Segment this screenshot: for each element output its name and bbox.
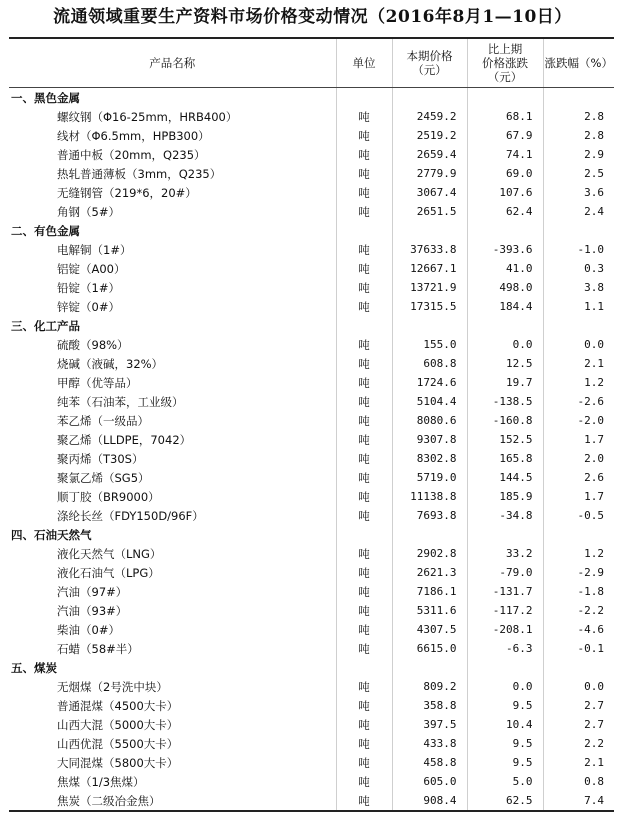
category-row — [9, 221, 614, 240]
table-row — [9, 753, 614, 772]
table-row — [9, 468, 614, 487]
product-name: 柴油（0#） — [57, 622, 120, 637]
current-price: 458.8 — [392, 753, 467, 772]
product-name: 普通混煤（4500大卡） — [57, 698, 179, 713]
unit: 吨 — [336, 487, 392, 506]
change-percent: 2.7 — [543, 715, 614, 734]
current-price: 1724.6 — [392, 373, 467, 392]
price-change: -117.2 — [467, 601, 543, 620]
change-percent: 2.8 — [543, 107, 614, 126]
table-row — [9, 297, 614, 316]
unit: 吨 — [336, 373, 392, 392]
price-change: 62.5 — [467, 791, 543, 811]
unit: 吨 — [336, 582, 392, 601]
table-row — [9, 373, 614, 392]
table-row — [9, 487, 614, 506]
unit: 吨 — [336, 145, 392, 164]
change-percent: -0.1 — [543, 639, 614, 658]
current-price: 5311.6 — [392, 601, 467, 620]
current-price: 9307.8 — [392, 430, 467, 449]
price-change: 184.4 — [467, 297, 543, 316]
product-name: 石蜡（58#半） — [57, 641, 139, 656]
empty-cell — [336, 221, 392, 240]
table-row — [9, 620, 614, 639]
product-name: 铅锭（1#） — [57, 280, 120, 295]
price-change: 152.5 — [467, 430, 543, 449]
change-percent: -2.0 — [543, 411, 614, 430]
unit: 吨 — [336, 772, 392, 791]
price-table — [9, 37, 614, 812]
product-name: 聚氯乙烯（SG5） — [57, 470, 150, 485]
change-percent: 2.1 — [543, 354, 614, 373]
price-change: 165.8 — [467, 449, 543, 468]
unit: 吨 — [336, 696, 392, 715]
current-price: 37633.8 — [392, 240, 467, 259]
unit: 吨 — [336, 544, 392, 563]
product-name: 苯乙烯（一级品） — [57, 413, 149, 428]
unit: 吨 — [336, 563, 392, 582]
price-change: 9.5 — [467, 696, 543, 715]
current-price: 2902.8 — [392, 544, 467, 563]
product-name: 铝锭（A00） — [57, 261, 126, 276]
current-price: 2651.5 — [392, 202, 467, 221]
page-title: 流通领域重要生产资料市场价格变动情况（2016年8月1—10日） — [53, 7, 572, 27]
empty-cell — [467, 88, 543, 108]
table-row — [9, 430, 614, 449]
change-percent: 1.7 — [543, 487, 614, 506]
current-price: 7186.1 — [392, 582, 467, 601]
unit: 吨 — [336, 449, 392, 468]
table-row — [9, 582, 614, 601]
empty-cell — [392, 88, 467, 108]
current-price: 358.8 — [392, 696, 467, 715]
category-name: 二、有色金属 — [11, 223, 80, 238]
unit: 吨 — [336, 202, 392, 221]
price-change: -393.6 — [467, 240, 543, 259]
table-row — [9, 601, 614, 620]
product-name: 聚丙烯（T30S） — [57, 451, 144, 466]
unit: 吨 — [336, 335, 392, 354]
current-price: 8080.6 — [392, 411, 467, 430]
current-price: 5104.4 — [392, 392, 467, 411]
unit: 吨 — [336, 715, 392, 734]
price-change: 41.0 — [467, 259, 543, 278]
product-name: 线材（Φ6.5mm，HPB300） — [57, 128, 210, 143]
change-percent: 0.3 — [543, 259, 614, 278]
unit: 吨 — [336, 430, 392, 449]
header-product-name: 产品名称 — [9, 38, 336, 88]
header-pct: 涨跌幅（%） — [543, 38, 614, 88]
price-change: 67.9 — [467, 126, 543, 145]
empty-cell — [392, 525, 467, 544]
change-percent: 2.8 — [543, 126, 614, 145]
price-change: 62.4 — [467, 202, 543, 221]
table-body — [9, 88, 614, 812]
current-price: 2621.3 — [392, 563, 467, 582]
product-name: 汽油（93#） — [57, 603, 128, 618]
price-change: 9.5 — [467, 753, 543, 772]
category-name: 三、化工产品 — [11, 318, 80, 333]
change-percent: -2.2 — [543, 601, 614, 620]
table-row — [9, 335, 614, 354]
unit: 吨 — [336, 601, 392, 620]
empty-cell — [467, 525, 543, 544]
current-price: 12667.1 — [392, 259, 467, 278]
current-price: 8302.8 — [392, 449, 467, 468]
change-percent: 2.4 — [543, 202, 614, 221]
unit: 吨 — [336, 753, 392, 772]
change-percent: -1.0 — [543, 240, 614, 259]
unit: 吨 — [336, 620, 392, 639]
table-row — [9, 715, 614, 734]
change-percent: 0.0 — [543, 677, 614, 696]
change-percent: 2.5 — [543, 164, 614, 183]
empty-cell — [543, 658, 614, 677]
table-row — [9, 411, 614, 430]
empty-cell — [467, 221, 543, 240]
change-percent: -2.9 — [543, 563, 614, 582]
unit: 吨 — [336, 278, 392, 297]
empty-cell — [543, 316, 614, 335]
price-change: 74.1 — [467, 145, 543, 164]
product-name: 无缝钢管（219*6，20#） — [57, 185, 197, 200]
change-percent: 2.9 — [543, 145, 614, 164]
price-change: -160.8 — [467, 411, 543, 430]
header-change: 比上期 价格涨跌 （元） — [467, 38, 543, 88]
product-name: 顺丁胶（BR9000） — [57, 489, 160, 504]
empty-cell — [336, 658, 392, 677]
product-name: 角钢（5#） — [57, 204, 120, 219]
table-row — [9, 183, 614, 202]
current-price: 13721.9 — [392, 278, 467, 297]
product-name: 电解铜（1#） — [57, 242, 132, 257]
price-change: 0.0 — [467, 677, 543, 696]
current-price: 6615.0 — [392, 639, 467, 658]
empty-cell — [336, 88, 392, 108]
product-name: 纯苯（石油苯，工业级） — [57, 394, 184, 409]
table-row — [9, 696, 614, 715]
change-percent: -0.5 — [543, 506, 614, 525]
current-price: 2459.2 — [392, 107, 467, 126]
change-percent: 1.2 — [543, 373, 614, 392]
change-percent: 1.1 — [543, 297, 614, 316]
change-percent: 2.0 — [543, 449, 614, 468]
category-row — [9, 88, 614, 108]
current-price: 7693.8 — [392, 506, 467, 525]
empty-cell — [467, 316, 543, 335]
product-name: 热轧普通薄板（3mm，Q235） — [57, 166, 222, 181]
table-row — [9, 544, 614, 563]
price-change: -208.1 — [467, 620, 543, 639]
table-header — [9, 38, 614, 88]
unit: 吨 — [336, 240, 392, 259]
empty-cell — [336, 316, 392, 335]
table-row — [9, 677, 614, 696]
product-name: 焦煤（1/3焦煤） — [57, 774, 145, 789]
price-change: 5.0 — [467, 772, 543, 791]
price-change: -6.3 — [467, 639, 543, 658]
change-percent: 2.7 — [543, 696, 614, 715]
empty-cell — [392, 658, 467, 677]
current-price: 155.0 — [392, 335, 467, 354]
change-percent: -1.8 — [543, 582, 614, 601]
price-change: 69.0 — [467, 164, 543, 183]
change-percent: 2.1 — [543, 753, 614, 772]
unit: 吨 — [336, 734, 392, 753]
product-name: 汽油（97#） — [57, 584, 128, 599]
table-row — [9, 259, 614, 278]
current-price: 3067.4 — [392, 183, 467, 202]
price-change: 185.9 — [467, 487, 543, 506]
unit: 吨 — [336, 639, 392, 658]
category-name: 五、煤炭 — [11, 660, 57, 675]
empty-cell — [336, 525, 392, 544]
current-price: 608.8 — [392, 354, 467, 373]
category-name: 一、黑色金属 — [11, 90, 80, 105]
change-percent: -4.6 — [543, 620, 614, 639]
empty-cell — [392, 316, 467, 335]
change-percent: 2.2 — [543, 734, 614, 753]
category-name: 四、石油天然气 — [11, 527, 92, 542]
price-change: 144.5 — [467, 468, 543, 487]
price-change: 33.2 — [467, 544, 543, 563]
table-row — [9, 202, 614, 221]
empty-cell — [543, 88, 614, 108]
price-change: 12.5 — [467, 354, 543, 373]
table-row — [9, 145, 614, 164]
price-change: 10.4 — [467, 715, 543, 734]
price-change: 107.6 — [467, 183, 543, 202]
change-percent: 0.0 — [543, 335, 614, 354]
table-row — [9, 734, 614, 753]
price-change: -79.0 — [467, 563, 543, 582]
product-name: 螺纹钢（Φ16-25mm，HRB400） — [57, 109, 238, 124]
current-price: 2519.2 — [392, 126, 467, 145]
product-name: 液化石油气（LPG） — [57, 565, 160, 580]
table-row — [9, 164, 614, 183]
category-row — [9, 658, 614, 677]
empty-cell — [543, 221, 614, 240]
product-name: 聚乙烯（LLDPE，7042） — [57, 432, 192, 447]
unit: 吨 — [336, 506, 392, 525]
current-price: 433.8 — [392, 734, 467, 753]
product-name: 普通中板（20mm，Q235） — [57, 147, 206, 162]
table-row — [9, 126, 614, 145]
current-price: 17315.5 — [392, 297, 467, 316]
price-change: -138.5 — [467, 392, 543, 411]
table-row — [9, 791, 614, 811]
unit: 吨 — [336, 354, 392, 373]
current-price: 4307.5 — [392, 620, 467, 639]
unit: 吨 — [336, 107, 392, 126]
table-row — [9, 354, 614, 373]
change-percent: 2.6 — [543, 468, 614, 487]
unit: 吨 — [336, 183, 392, 202]
product-name: 大同混煤（5800大卡） — [57, 755, 179, 770]
unit: 吨 — [336, 164, 392, 183]
product-name: 液化天然气（LNG） — [57, 546, 162, 561]
price-change: -34.8 — [467, 506, 543, 525]
unit: 吨 — [336, 392, 392, 411]
unit: 吨 — [336, 677, 392, 696]
price-change: 0.0 — [467, 335, 543, 354]
table-row — [9, 506, 614, 525]
empty-cell — [543, 525, 614, 544]
change-percent: 0.8 — [543, 772, 614, 791]
current-price: 5719.0 — [392, 468, 467, 487]
table-row — [9, 278, 614, 297]
current-price: 908.4 — [392, 791, 467, 811]
current-price: 809.2 — [392, 677, 467, 696]
table-row — [9, 449, 614, 468]
current-price: 397.5 — [392, 715, 467, 734]
unit: 吨 — [336, 297, 392, 316]
unit: 吨 — [336, 791, 392, 811]
category-row — [9, 316, 614, 335]
price-change: 19.7 — [467, 373, 543, 392]
current-price: 2659.4 — [392, 145, 467, 164]
unit: 吨 — [336, 468, 392, 487]
category-row — [9, 525, 614, 544]
product-name: 焦炭（二级冶金焦） — [9, 791, 336, 811]
current-price: 11138.8 — [392, 487, 467, 506]
header-unit: 单位 — [336, 38, 392, 88]
table-row — [9, 107, 614, 126]
header-price: 本期价格 （元） — [392, 38, 467, 88]
change-percent: 3.6 — [543, 183, 614, 202]
table-row — [9, 240, 614, 259]
table-row — [9, 392, 614, 411]
product-name: 烧碱（液碱，32%） — [57, 356, 164, 371]
product-name: 山西优混（5500大卡） — [57, 736, 179, 751]
current-price: 2779.9 — [392, 164, 467, 183]
unit: 吨 — [336, 411, 392, 430]
price-change: -131.7 — [467, 582, 543, 601]
product-name: 无烟煤（2号洗中块） — [57, 679, 168, 694]
empty-cell — [467, 658, 543, 677]
table-row — [9, 563, 614, 582]
unit: 吨 — [336, 126, 392, 145]
current-price: 605.0 — [392, 772, 467, 791]
change-percent: 7.4 — [543, 791, 614, 811]
price-change: 9.5 — [467, 734, 543, 753]
unit: 吨 — [336, 259, 392, 278]
product-name: 甲醇（优等品） — [57, 375, 138, 390]
product-name: 硫酸（98%） — [57, 337, 129, 352]
price-change: 68.1 — [467, 107, 543, 126]
product-name: 锌锭（0#） — [57, 299, 120, 314]
change-percent: 1.2 — [543, 544, 614, 563]
price-change: 498.0 — [467, 278, 543, 297]
product-name: 涤纶长丝（FDY150D/96F） — [57, 508, 204, 523]
change-percent: 1.7 — [543, 430, 614, 449]
table-row — [9, 772, 614, 791]
empty-cell — [392, 221, 467, 240]
table-row — [9, 639, 614, 658]
change-percent: 3.8 — [543, 278, 614, 297]
product-name: 山西大混（5000大卡） — [57, 717, 179, 732]
change-percent: -2.6 — [543, 392, 614, 411]
